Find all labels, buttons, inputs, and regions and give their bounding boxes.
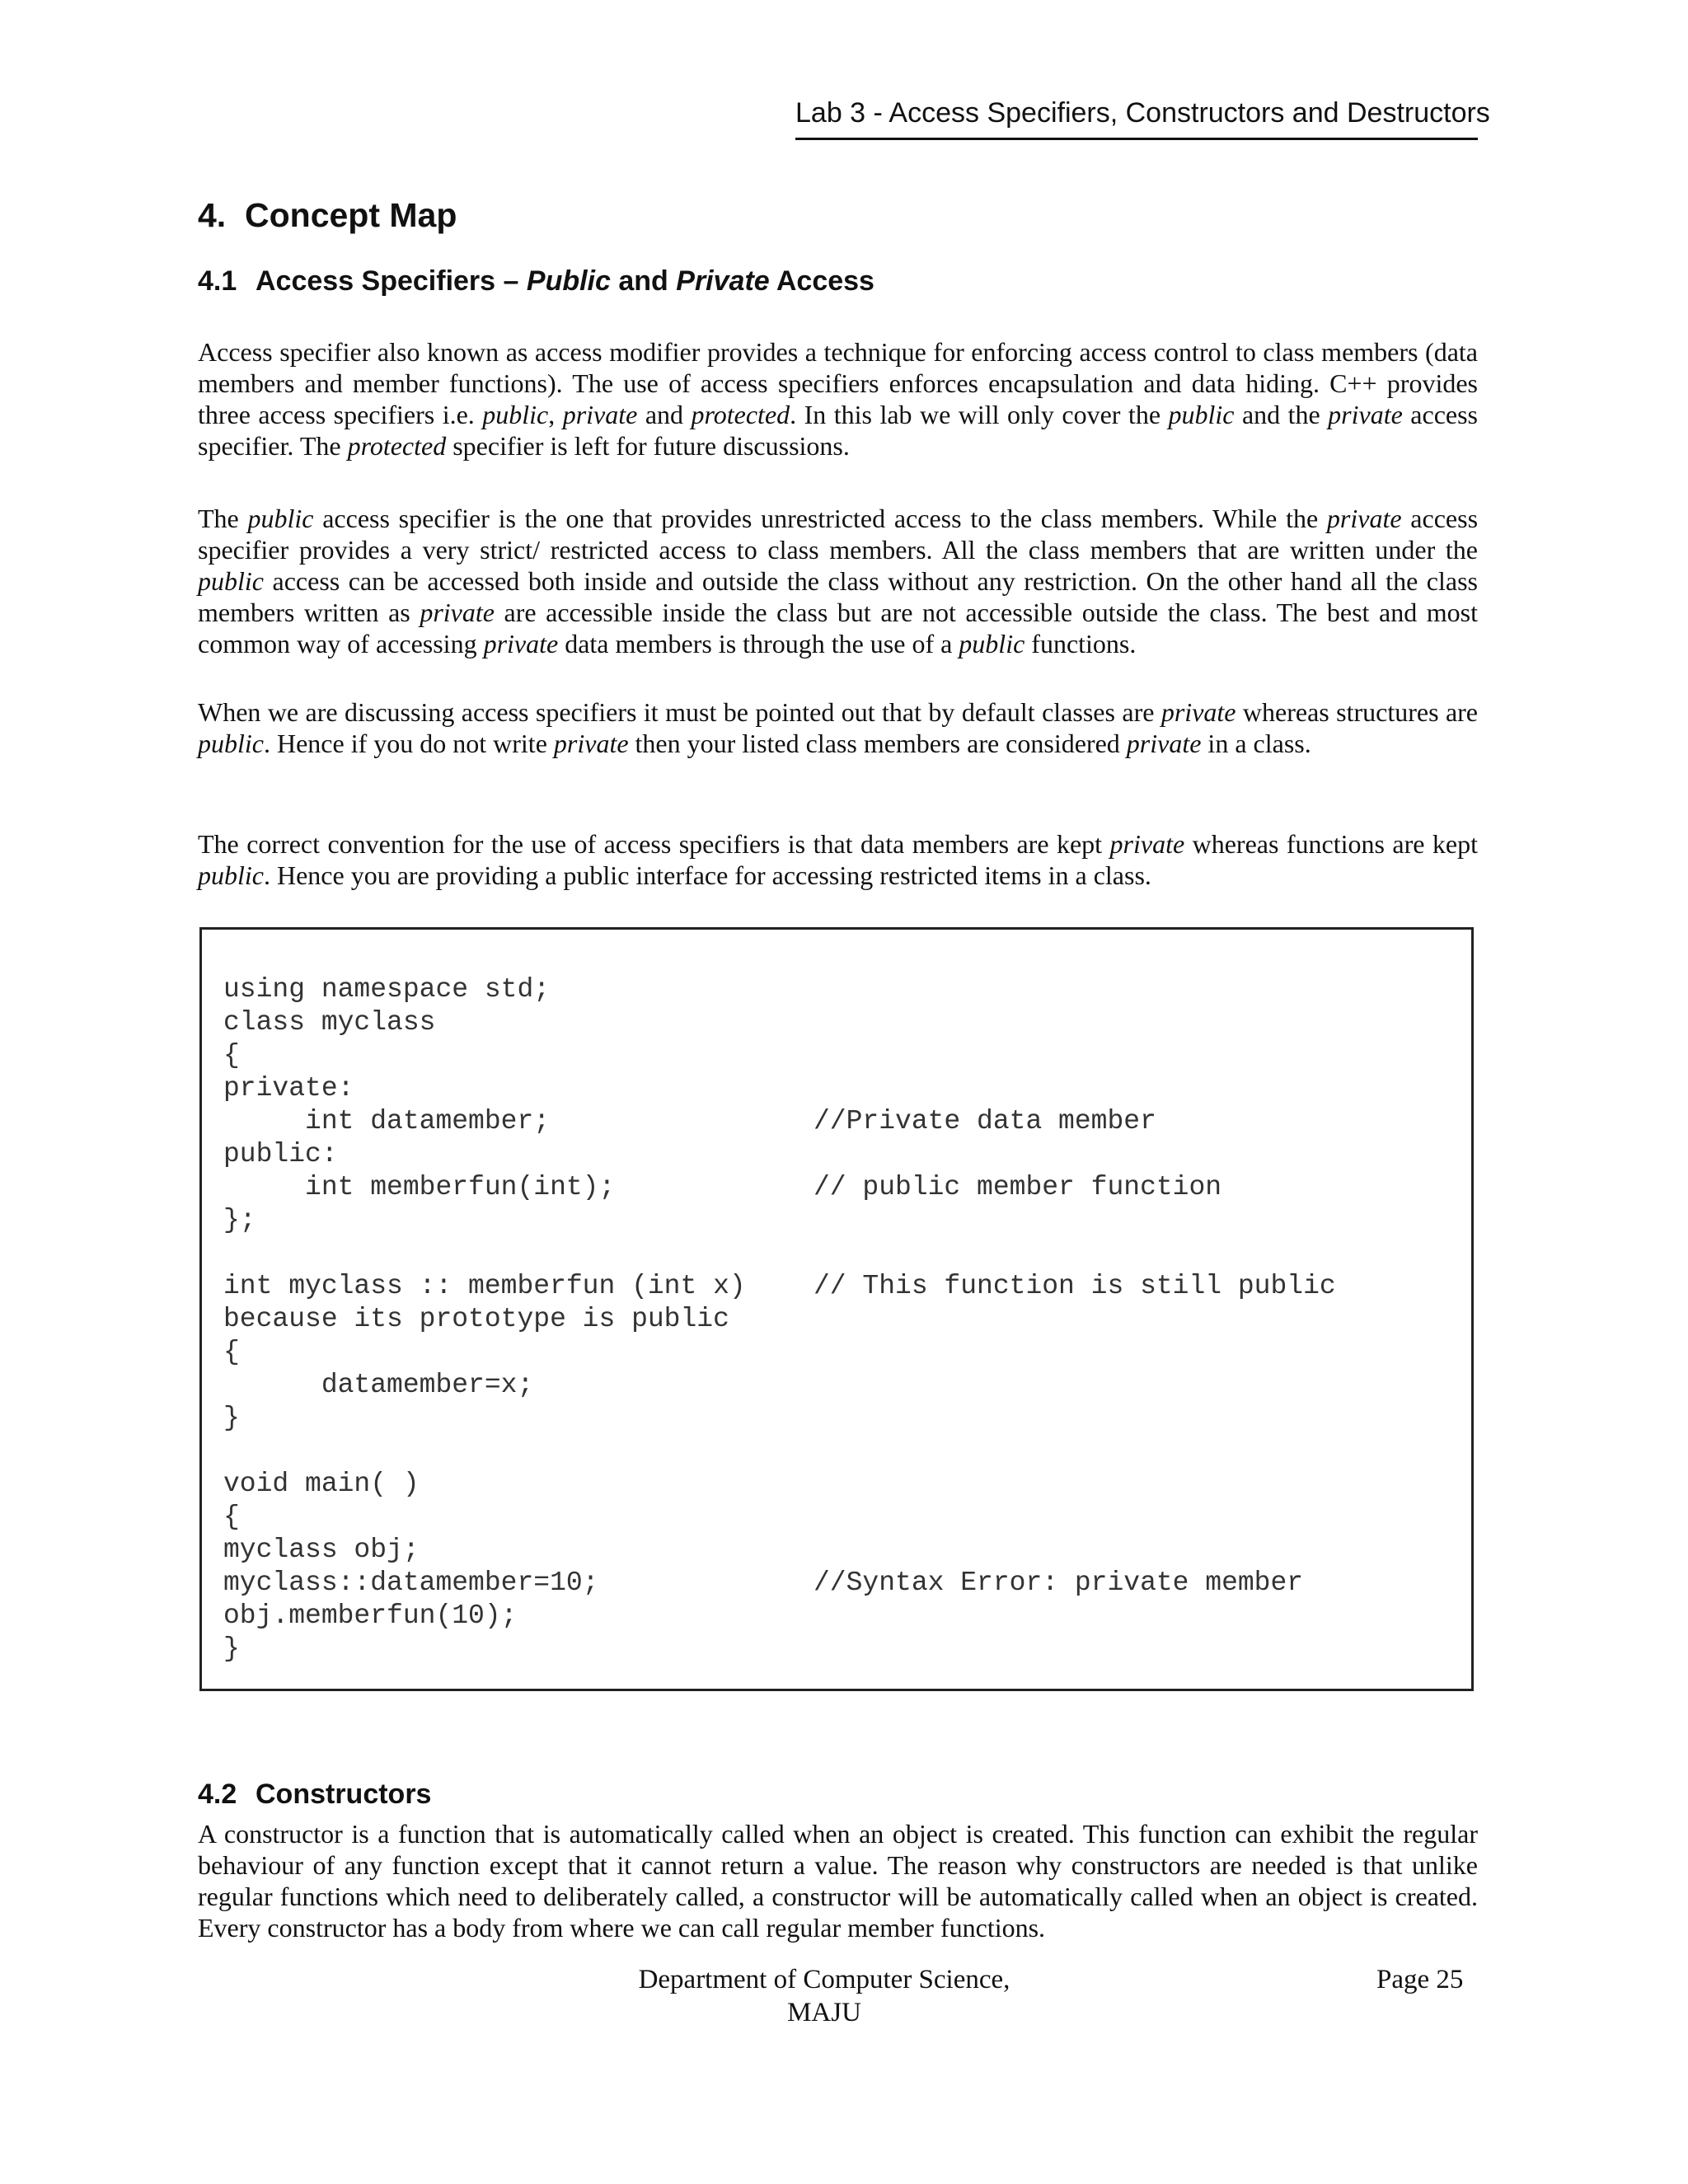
code-line: myclass obj;: [223, 1535, 420, 1565]
code-comment: // This function is still public: [814, 1271, 1336, 1301]
code-line: class myclass: [223, 1007, 436, 1038]
emphasis-term: private: [483, 629, 559, 658]
running-header-title: Lab 3 - Access Specifiers, Constructors and Destructors: [795, 97, 1490, 129]
emphasis-term: private: [562, 400, 638, 429]
section-4-2-title: Constructors: [256, 1779, 432, 1810]
text-run: specifier is left for future discussions.: [446, 431, 850, 461]
section-4-1-heading: [198, 265, 874, 298]
footer-page-number: Page 25: [1376, 1965, 1464, 1994]
paragraph-convention: [198, 828, 1478, 891]
emphasis-term: public: [198, 860, 264, 890]
code-line: {: [223, 1337, 240, 1367]
code-line: using namespace std;: [223, 974, 551, 1005]
code-line: int myclass :: memberfun (int x): [223, 1271, 746, 1301]
footer-department-line1: Department of Computer Science,: [638, 1965, 1010, 1994]
emphasis-term: protected: [691, 400, 790, 429]
code-line: };: [223, 1205, 256, 1235]
emphasis-term: private: [1126, 729, 1202, 758]
code-line: datamember=x;: [223, 1370, 534, 1400]
emphasis-term: public: [247, 504, 314, 533]
emphasis-term: private: [1109, 829, 1185, 859]
text-run: and: [637, 400, 692, 429]
text-run: whereas functions are kept: [1184, 829, 1479, 859]
emphasis-term: public: [959, 629, 1025, 658]
code-comment: //Private data member: [814, 1106, 1156, 1137]
section-4-1-title-a: Access Specifiers –: [256, 265, 527, 297]
emphasis-term: public: [482, 400, 549, 429]
text-run: in a class.: [1201, 729, 1311, 758]
text-run: are accessible inside the class but are not accessible outside the class. The best and most common way of accessing: [198, 598, 1479, 658]
emphasis-term: private: [553, 729, 629, 758]
text-run: . Hence if you do not write: [263, 729, 554, 758]
text-run: The: [198, 504, 248, 533]
text-run: access specifier provides a very strict/ restricted access to class members. All the class members that are written under the: [198, 504, 1479, 565]
text-run: and the: [1234, 400, 1329, 429]
section-4-1-title-e: Access: [769, 265, 874, 297]
code-line: private:: [223, 1073, 354, 1104]
code-line: obj.memberfun(10);: [223, 1601, 518, 1631]
text-run: When we are discussing access specifiers it must be pointed out that by default classes are: [198, 697, 1161, 727]
text-run: access specifier is the one that provides unrestricted access to the class members. While the: [313, 504, 1327, 533]
code-listing: [199, 927, 1474, 1691]
text-run: functions.: [1025, 629, 1137, 658]
code-line: int memberfun(int);: [223, 1172, 616, 1202]
paragraph-constructors: [198, 1818, 1478, 1943]
text-run: The correct convention for the use of access specifiers is that data members are kept: [198, 829, 1110, 859]
emphasis-term: public: [198, 729, 264, 758]
text-run: whereas structures are: [1236, 697, 1479, 727]
text-run: A constructor is a function that is automatically called when an object is created. This function can exhibit the regular behaviour of any function except that it cannot return a value. The reason why constructors are needed is that unlike regular functions which need to deliberately called, a constructor will be automatically called when an object is created. Every constructor has a body from where we can call regular member functions.: [198, 1819, 1478, 1943]
code-line: }: [223, 1633, 240, 1664]
emphasis-term: protected: [347, 431, 447, 461]
code-line: {: [223, 1502, 240, 1532]
text-run: . Hence you are providing a public interface for accessing restricted items in a class.: [263, 860, 1151, 890]
section-4-1-number: 4.1: [198, 265, 237, 297]
code-line: public:: [223, 1139, 338, 1169]
text-run: access specifier. The: [198, 400, 1478, 461]
emphasis-term: private: [420, 598, 495, 627]
text-run: ,: [548, 400, 563, 429]
emphasis-term: private: [1326, 504, 1402, 533]
paragraph-public-private: [198, 503, 1478, 659]
emphasis-term: public: [198, 566, 264, 596]
section-4-title: Concept Map: [245, 196, 457, 234]
text-run: Access specifier also known as access modifier provides a technique for enforcing access control to class members (data members and member functions). The use of access specifiers enforces encapsulation and data hiding. C++ provides three access specifiers i.e.: [198, 337, 1478, 429]
paragraph-access-specifier-intro: [198, 336, 1478, 462]
section-4-1-title-d: Private: [676, 265, 770, 297]
emphasis-term: private: [1160, 697, 1236, 727]
text-run: data members is through the use of a: [558, 629, 959, 658]
code-line: void main( ): [223, 1469, 420, 1499]
footer-department: [528, 1963, 1121, 2029]
code-comment: // public member function: [814, 1172, 1222, 1202]
section-4-number: 4.: [198, 196, 227, 234]
code-line: {: [223, 1040, 240, 1071]
section-4-2-heading: [198, 1779, 431, 1811]
emphasis-term: public: [1168, 400, 1235, 429]
code-line: because its prototype is public: [223, 1304, 729, 1334]
section-4-2-number: 4.2: [198, 1779, 237, 1810]
text-run: then your listed class members are considered: [628, 729, 1127, 758]
footer-department-line2: MAJU: [787, 1998, 861, 2027]
section-4-1-title-c: and: [610, 265, 677, 297]
code-line: }: [223, 1403, 240, 1433]
running-header: [795, 97, 1490, 140]
section-4-heading: [198, 196, 457, 235]
section-4-1-title-b: Public: [526, 265, 611, 297]
code-line: myclass::datamember=10;: [223, 1568, 599, 1598]
paragraph-default-access: [198, 696, 1478, 759]
text-run: . In this lab we will only cover the: [790, 400, 1169, 429]
code-line: int datamember;: [223, 1106, 551, 1137]
text-run: access can be accessed both inside and outside the class without any restriction. On the other hand all the class members written as: [198, 566, 1478, 627]
emphasis-term: private: [1328, 400, 1403, 429]
code-comment: //Syntax Error: private member: [814, 1568, 1304, 1598]
